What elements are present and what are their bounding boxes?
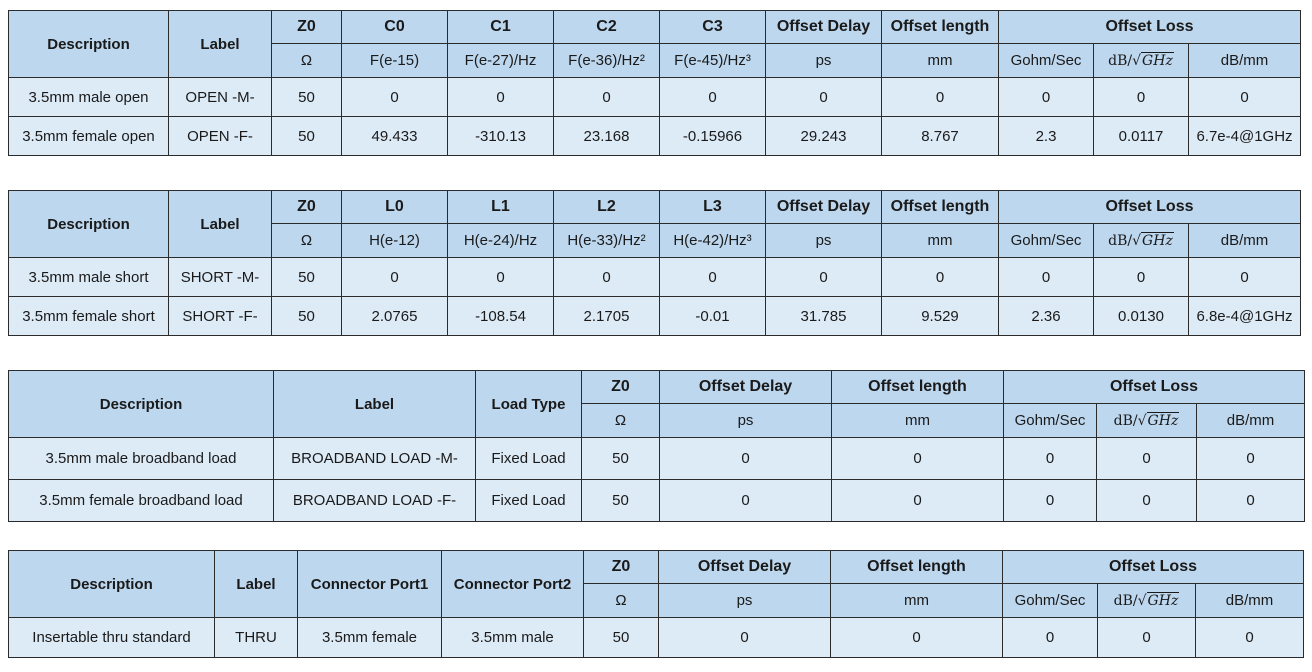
cell-z0: 50 xyxy=(272,297,342,336)
unit-length: mm xyxy=(831,584,1003,618)
cell-delay: 0 xyxy=(660,438,832,480)
header-connector-port1: Connector Port1 xyxy=(298,551,442,618)
cell-dbmm: 0 xyxy=(1189,258,1301,297)
cell-delay: 29.243 xyxy=(766,117,882,156)
cell-gohm: 2.3 xyxy=(999,117,1094,156)
header-offset-loss: Offset Loss xyxy=(999,191,1301,224)
header-offset-delay: Offset Delay xyxy=(660,371,832,404)
cell-l2: 0 xyxy=(554,258,660,297)
cell-label: THRU xyxy=(215,618,298,658)
unit-gohm: Gohm/Sec xyxy=(999,44,1094,78)
cell-z0: 50 xyxy=(584,618,659,658)
unit-gohm: Gohm/Sec xyxy=(1003,584,1098,618)
cell-length: 0 xyxy=(832,438,1004,480)
cell-port1: 3.5mm female xyxy=(298,618,442,658)
cell-delay: 0 xyxy=(766,78,882,117)
cell-db: 0 xyxy=(1097,438,1197,480)
cell-gohm: 0 xyxy=(999,78,1094,117)
header-l2: L2 xyxy=(554,191,660,224)
header-z0: Z0 xyxy=(272,11,342,44)
header-description: Description xyxy=(9,551,215,618)
header-z0: Z0 xyxy=(272,191,342,224)
header-offset-delay: Offset Delay xyxy=(766,191,882,224)
header-l1: L1 xyxy=(448,191,554,224)
cell-c3: 0 xyxy=(660,78,766,117)
cell-load-type: Fixed Load xyxy=(476,480,582,522)
cell-z0: 50 xyxy=(582,480,660,522)
header-c1: C1 xyxy=(448,11,554,44)
cell-c2: 0 xyxy=(554,78,660,117)
header-connector-port2: Connector Port2 xyxy=(442,551,584,618)
header-offset-length: Offset length xyxy=(882,191,999,224)
header-z0: Z0 xyxy=(584,551,659,584)
cell-z0: 50 xyxy=(582,438,660,480)
table-row xyxy=(9,297,1301,336)
header-offset-delay: Offset Delay xyxy=(659,551,831,584)
cell-gohm: 0 xyxy=(999,258,1094,297)
header-z0: Z0 xyxy=(582,371,660,404)
cell-db: 0 xyxy=(1097,480,1197,522)
unit-db-per-mm: dB/mm xyxy=(1196,584,1304,618)
unit-delay: ps xyxy=(766,44,882,78)
table-row xyxy=(9,78,1301,117)
cell-port2: 3.5mm male xyxy=(442,618,584,658)
cell-label: OPEN -M- xyxy=(169,78,272,117)
unit-gohm: Gohm/Sec xyxy=(999,224,1094,258)
cell-db: 0 xyxy=(1094,78,1189,117)
unit-l2: H(e-33)/Hz² xyxy=(554,224,660,258)
unit-delay: ps xyxy=(659,584,831,618)
header-c2: C2 xyxy=(554,11,660,44)
cell-length: 8.767 xyxy=(882,117,999,156)
header-label: Label xyxy=(274,371,476,438)
cell-label: BROADBAND LOAD -F- xyxy=(274,480,476,522)
cell-length: 0 xyxy=(882,78,999,117)
cell-gohm: 0 xyxy=(1003,618,1098,658)
unit-db-per-root-ghz: dB/√GHz xyxy=(1098,584,1196,618)
cell-length: 9.529 xyxy=(882,297,999,336)
cell-c3: -0.15966 xyxy=(660,117,766,156)
load-standards-table xyxy=(8,370,1305,522)
cell-description: 3.5mm male open xyxy=(9,78,169,117)
table-row xyxy=(9,117,1301,156)
unit-z0: Ω xyxy=(272,224,342,258)
table-row xyxy=(9,258,1301,297)
cell-db: 0 xyxy=(1094,258,1189,297)
unit-c2: F(e-36)/Hz² xyxy=(554,44,660,78)
unit-length: mm xyxy=(882,224,999,258)
header-l0: L0 xyxy=(342,191,448,224)
short-standards-table xyxy=(8,190,1301,336)
header-label: Label xyxy=(215,551,298,618)
cell-c1: 0 xyxy=(448,78,554,117)
cell-dbmm: 0 xyxy=(1197,438,1305,480)
unit-c0: F(e-15) xyxy=(342,44,448,78)
cell-l0: 0 xyxy=(342,258,448,297)
cell-delay: 31.785 xyxy=(766,297,882,336)
unit-z0: Ω xyxy=(584,584,659,618)
cell-z0: 50 xyxy=(272,78,342,117)
cell-description: 3.5mm male broadband load xyxy=(9,438,274,480)
unit-c3: F(e-45)/Hz³ xyxy=(660,44,766,78)
header-l3: L3 xyxy=(660,191,766,224)
cell-c2: 23.168 xyxy=(554,117,660,156)
cell-delay: 0 xyxy=(659,618,831,658)
header-offset-delay: Offset Delay xyxy=(766,11,882,44)
unit-delay: ps xyxy=(660,404,832,438)
unit-db-per-root-ghz: dB/√GHz xyxy=(1094,224,1189,258)
open-standards-table xyxy=(8,10,1301,156)
cell-length: 0 xyxy=(832,480,1004,522)
cell-l3: 0 xyxy=(660,258,766,297)
header-offset-loss: Offset Loss xyxy=(1004,371,1305,404)
cell-label: OPEN -F- xyxy=(169,117,272,156)
cell-db: 0 xyxy=(1098,618,1196,658)
cell-label: SHORT -F- xyxy=(169,297,272,336)
cell-l2: 2.1705 xyxy=(554,297,660,336)
unit-length: mm xyxy=(832,404,1004,438)
header-offset-loss: Offset Loss xyxy=(1003,551,1304,584)
header-description: Description xyxy=(9,11,169,78)
cell-l0: 2.0765 xyxy=(342,297,448,336)
cell-c0: 0 xyxy=(342,78,448,117)
cell-dbmm: 6.8e-4@1GHz xyxy=(1189,297,1301,336)
header-label: Label xyxy=(169,191,272,258)
cell-l1: 0 xyxy=(448,258,554,297)
cell-c1: -310.13 xyxy=(448,117,554,156)
cell-z0: 50 xyxy=(272,117,342,156)
cell-label: SHORT -M- xyxy=(169,258,272,297)
table-row xyxy=(9,438,1305,480)
cell-delay: 0 xyxy=(766,258,882,297)
cell-length: 0 xyxy=(831,618,1003,658)
thru-standards-table xyxy=(8,550,1304,658)
header-description: Description xyxy=(9,371,274,438)
cell-label: BROADBAND LOAD -M- xyxy=(274,438,476,480)
unit-db-per-root-ghz: dB/√GHz xyxy=(1094,44,1189,78)
header-label: Label xyxy=(169,11,272,78)
cell-db: 0.0117 xyxy=(1094,117,1189,156)
unit-delay: ps xyxy=(766,224,882,258)
table-row xyxy=(9,618,1304,658)
header-description: Description xyxy=(9,191,169,258)
header-c3: C3 xyxy=(660,11,766,44)
cell-load-type: Fixed Load xyxy=(476,438,582,480)
cell-length: 0 xyxy=(882,258,999,297)
unit-z0: Ω xyxy=(582,404,660,438)
unit-db-per-root-ghz: dB/√GHz xyxy=(1097,404,1197,438)
unit-z0: Ω xyxy=(272,44,342,78)
cell-description: 3.5mm female broadband load xyxy=(9,480,274,522)
cell-description: 3.5mm male short xyxy=(9,258,169,297)
cell-dbmm: 6.7e-4@1GHz xyxy=(1189,117,1301,156)
cell-z0: 50 xyxy=(272,258,342,297)
header-offset-length: Offset length xyxy=(832,371,1004,404)
header-c0: C0 xyxy=(342,11,448,44)
unit-db-per-mm: dB/mm xyxy=(1189,44,1301,78)
unit-length: mm xyxy=(882,44,999,78)
unit-l0: H(e-12) xyxy=(342,224,448,258)
header-offset-loss: Offset Loss xyxy=(999,11,1301,44)
cell-c0: 49.433 xyxy=(342,117,448,156)
cell-description: 3.5mm female short xyxy=(9,297,169,336)
unit-gohm: Gohm/Sec xyxy=(1004,404,1097,438)
cell-delay: 0 xyxy=(660,480,832,522)
cell-l1: -108.54 xyxy=(448,297,554,336)
unit-l1: H(e-24)/Hz xyxy=(448,224,554,258)
unit-c1: F(e-27)/Hz xyxy=(448,44,554,78)
table-row xyxy=(9,480,1305,522)
unit-db-per-mm: dB/mm xyxy=(1197,404,1305,438)
header-offset-length: Offset length xyxy=(882,11,999,44)
unit-db-per-mm: dB/mm xyxy=(1189,224,1301,258)
cell-gohm: 0 xyxy=(1004,438,1097,480)
cell-dbmm: 0 xyxy=(1197,480,1305,522)
header-offset-length: Offset length xyxy=(831,551,1003,584)
cell-l3: -0.01 xyxy=(660,297,766,336)
cell-db: 0.0130 xyxy=(1094,297,1189,336)
cell-gohm: 2.36 xyxy=(999,297,1094,336)
cell-gohm: 0 xyxy=(1004,480,1097,522)
cell-description: Insertable thru standard xyxy=(9,618,215,658)
cell-dbmm: 0 xyxy=(1189,78,1301,117)
header-load-type: Load Type xyxy=(476,371,582,438)
cell-description: 3.5mm female open xyxy=(9,117,169,156)
cell-dbmm: 0 xyxy=(1196,618,1304,658)
unit-l3: H(e-42)/Hz³ xyxy=(660,224,766,258)
